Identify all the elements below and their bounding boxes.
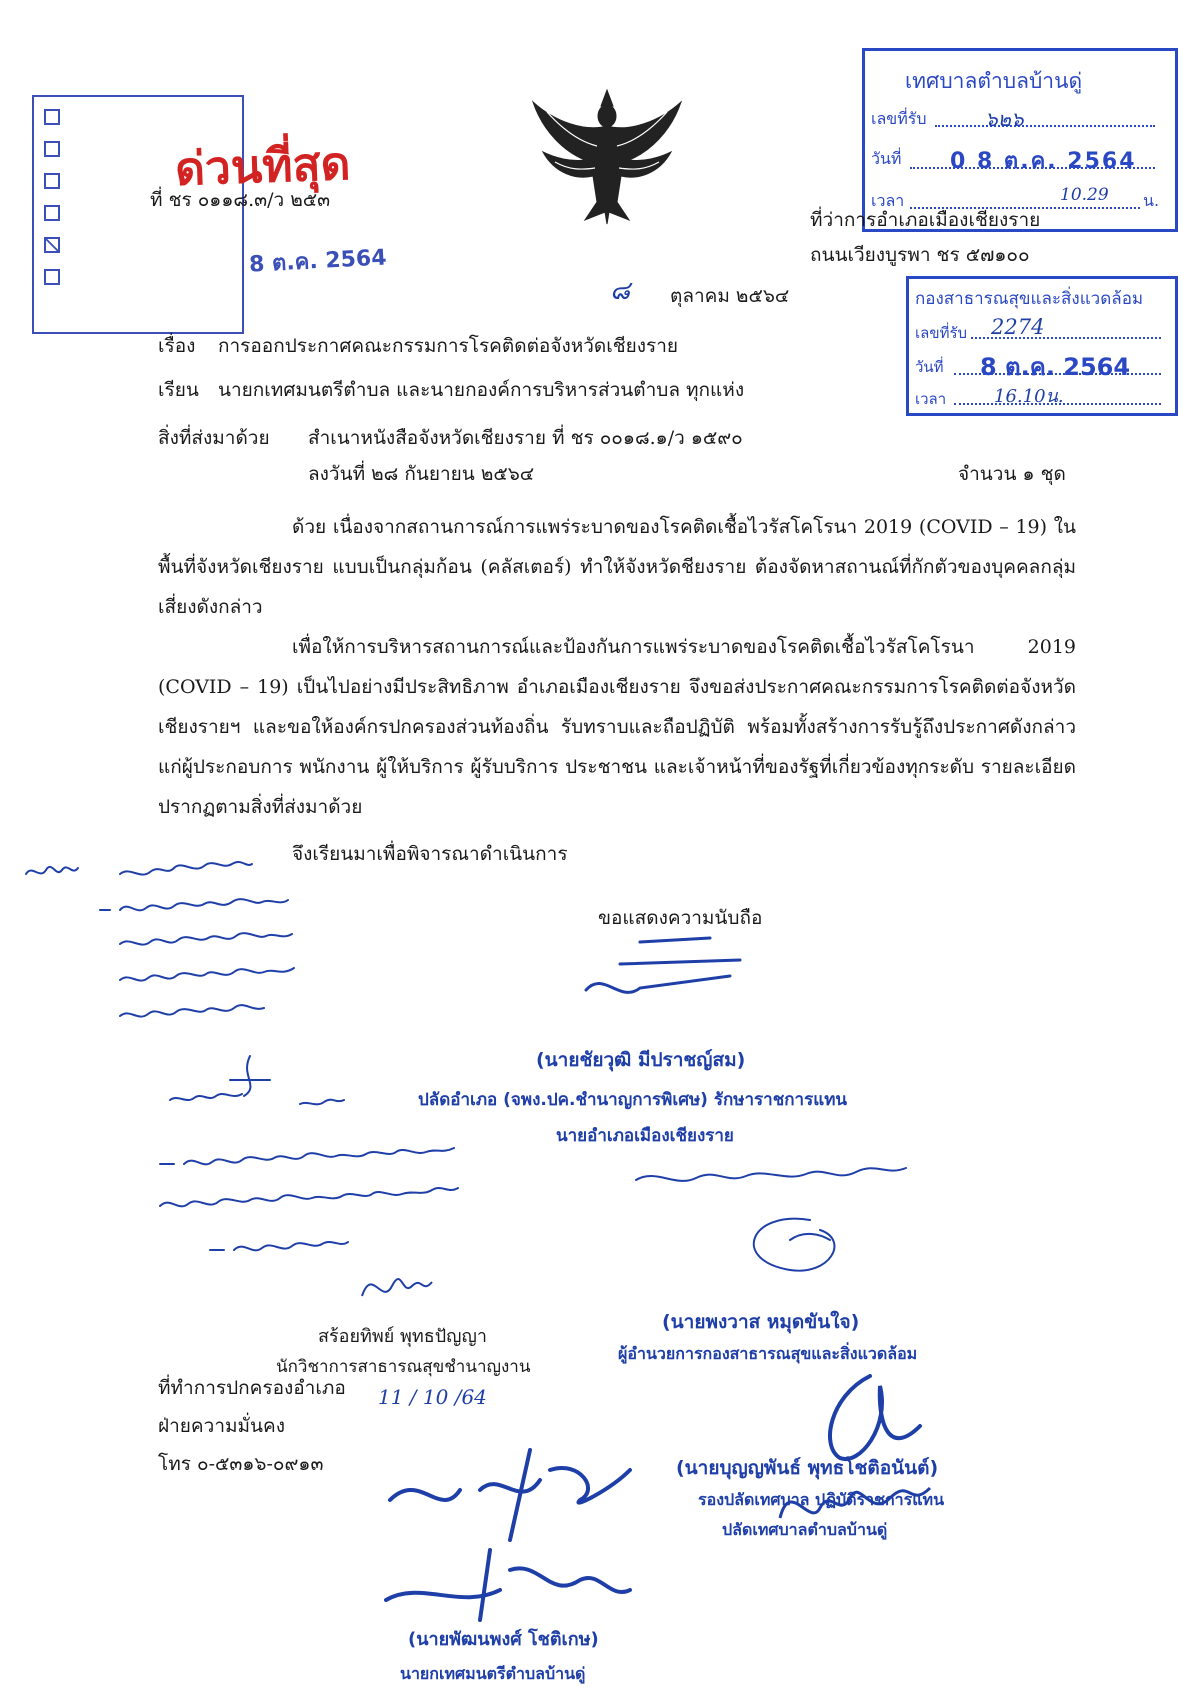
health-division-receipt-stamp	[906, 276, 1178, 416]
date-value: 0 8 ต.ค. 2564	[950, 149, 1137, 174]
handwritten-initials	[160, 1050, 380, 1120]
checkbox-row	[44, 205, 68, 221]
handwritten-annotation-right	[630, 1160, 970, 1300]
signer-position-2: นายอำเภอเมืองเชียงราย	[556, 1126, 734, 1146]
reference-number: ที่ ชร ๐๑๑๘.๓/ว ๒๕๓	[150, 189, 331, 211]
receipt-no-label: เลขที่รับ	[871, 109, 927, 128]
receipt-no-value: 2274	[991, 315, 1045, 339]
urgent-label: ด่วนที่สุด	[174, 135, 352, 197]
checkbox-row	[44, 141, 68, 157]
garuda-emblem-icon	[525, 82, 690, 227]
urgent-stamp-date: 8 ต.ค. 2564	[248, 245, 388, 278]
regards-line: ขอแสดงความนับถือ	[598, 907, 763, 929]
subject-text: การออกประกาศคณะกรรมการโรคติดต่อจังหวัดเชียงราย	[218, 335, 679, 357]
time-unit: น.	[1143, 191, 1160, 210]
date-field	[910, 143, 1155, 174]
health-officer-date: 11 / 10 /64	[378, 1385, 487, 1409]
mayor-position: นายกเทศมนตรีตำบลบ้านดู่	[400, 1664, 586, 1683]
body-paragraph-1: ด้วย เนื่องจากสถานการณ์การแพร่ระบาดของโรคติดเชื้อไวรัสโคโรนา 2019 (COVID – 19) ในพื้นที่จังหวัดเชียงราย แบบเป็นกลุ่มก้อน (คลัสเตอร์) ทำให้จังหวัดชียงราย ต้องจัดหาสถานณ์ที่กักตัวของบุคคลกลุ่มเสี่ยงดังกล่าว	[158, 516, 1076, 618]
deputy-position-2: ปลัดเทศบาลตำบลบ้านดู่	[722, 1520, 888, 1539]
division-head-position: ผู้อำนวยการกองสาธารณสุขและสิ่งแวดล้อม	[618, 1344, 918, 1363]
office-name: ที่ว่าการอำเภอเมืองเชียงราย	[810, 209, 1041, 231]
sender-office: ที่ทำการปกครองอำเภอ	[158, 1377, 346, 1399]
date-label: วันที่	[871, 149, 902, 168]
attachment-line-1: สำเนาหนังสือจังหวัดเชียงราย ที่ ชร ๐๐๑๘.๑/ว ๑๕๙๐	[308, 427, 743, 449]
stamp-title: กองสาธารณสุขและสิ่งแวดล้อม	[915, 289, 1144, 309]
attachment-quantity: จำนวน ๑ ชุด	[958, 463, 1066, 485]
checkbox-row	[44, 269, 68, 285]
mayor-name: (นายพัฒนพงศ์ โชติเกษ)	[408, 1629, 599, 1650]
handwritten-minute-note	[20, 852, 460, 1052]
recipient-label: เรียน	[158, 379, 199, 401]
attachment-label: สิ่งที่ส่งมาด้วย	[158, 427, 270, 449]
recipient-text: นายกเทศมนตรีตำบล และนายกองค์การบริหารส่วนตำบล ทุกแห่ง	[218, 379, 745, 401]
checkbox-row	[44, 173, 68, 189]
attachment-line-2: ลงวันที่ ๒๘ กันยายน ๒๕๖๔	[308, 463, 535, 485]
stamp-title: เทศบาลตำบลบ้านดู่	[905, 69, 1083, 93]
municipality-receipt-stamp	[862, 48, 1178, 232]
deputy-name: (นายบุญญพันธ์ พุทธโชติอนันต์)	[676, 1457, 939, 1479]
receipt-no-label: เลขที่รับ	[915, 324, 968, 342]
closing-line: จึงเรียนมาเพื่อพิจารณาดำเนินการ	[292, 843, 568, 865]
date-value: 8 ต.ค. 2564	[980, 353, 1131, 381]
date-label: วันที่	[915, 358, 944, 376]
subject-label: เรื่อง	[158, 335, 196, 357]
time-label: เวลา	[915, 390, 947, 408]
time-label: เวลา	[871, 191, 905, 210]
district-officer-signature	[580, 930, 770, 1010]
signer-position-1: ปลัดอำเภอ (จพง.ปค.ชำนาญการพิเศษ) รักษาราชการแทน	[418, 1090, 848, 1110]
health-officer-name: สร้อยทิพย์ พุทธปัญญา	[318, 1326, 487, 1347]
time-field	[910, 185, 1140, 209]
handwritten-day-mark: ๘	[610, 276, 631, 306]
checkbox-row-checked	[44, 237, 68, 253]
checkbox-row	[44, 109, 68, 125]
sender-section: ฝ่ายความมั่นคง	[158, 1415, 286, 1437]
time-field	[954, 381, 1161, 405]
time-value: 10.29	[1060, 185, 1109, 205]
health-officer-signature	[356, 1268, 436, 1308]
health-officer-position: นักวิชาการสาธารณสุขชำนาญงาน	[276, 1357, 531, 1377]
receipt-no-field	[971, 315, 1161, 339]
deputy-signature	[770, 1478, 950, 1538]
date-field	[954, 347, 1161, 381]
division-head-name: (นายพงวาส หมุดขันใจ)	[662, 1311, 860, 1333]
receipt-no-value: ๖๒๖	[985, 107, 1024, 131]
sender-phone: โทร ๐-๕๓๑๖-๐๙๑๓	[158, 1453, 324, 1475]
signer-name: (นายชัยวุฒิ มีปราชญ์สม)	[536, 1049, 746, 1071]
office-address: ถนนเวียงบูรพา ชร ๕๗๑๐๐	[810, 244, 1030, 266]
body-paragraph-2: เพื่อให้การบริหารสถานการณ์และป้องกันการแพร่ระบาดของโรคติดเชื้อไวรัสโคโรนา 2019 (COVID – 19) เป็นไปอย่างมีประสิทธิภาพ อำเภอเมืองเชียงราย จึงขอส่งประกาศคณะกรรมการโรคติดต่อจังหวัดเชียงรายฯ และขอให้องค์กรปกครองส่วนท้องถิ่น รับทราบและถือปฏิบัติ พร้อมทั้งสร้างการรับรู้ถึงประกาศดังกล่าวแก่ผู้ประกอบการ พนักงาน ผู้ให้บริการ ผู้รับบริการ ประชาชน และเจ้าหน้าที่ของรัฐที่เกี่ยวข้องทุกระดับ รายละเอียดปรากฏตามสิ่งที่ส่งมาด้วย	[158, 636, 1076, 818]
deputy-position-1: รองปลัดเทศบาล ปฏิบัติราชการแทน	[698, 1490, 944, 1509]
receipt-no-field	[935, 103, 1155, 131]
time-value: 16.10น.	[994, 386, 1064, 407]
letter-date: ตุลาคม ๒๕๖๔	[670, 285, 790, 307]
handwritten-instructions	[150, 1140, 630, 1270]
